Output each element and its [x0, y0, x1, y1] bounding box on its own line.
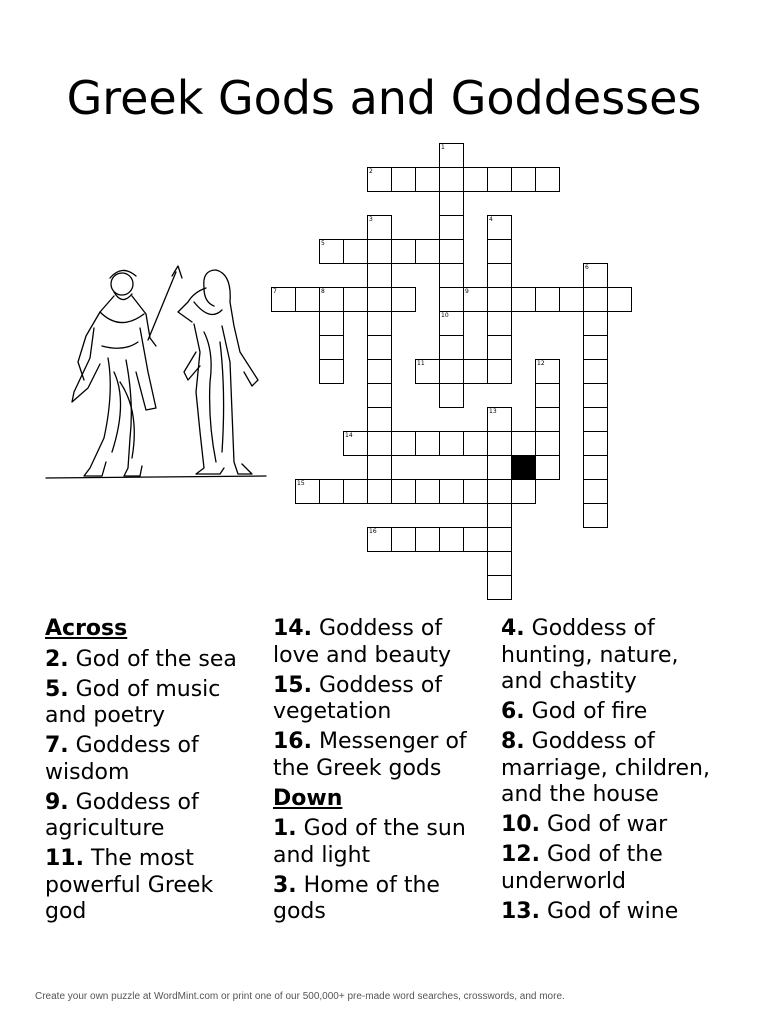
crossword-cell[interactable]	[319, 239, 344, 264]
crossword-cell[interactable]	[319, 359, 344, 384]
crossword-cell[interactable]	[367, 527, 392, 552]
crossword-cell[interactable]	[415, 527, 440, 552]
crossword-cell[interactable]	[439, 287, 464, 312]
crossword-cell[interactable]	[583, 479, 608, 504]
clues-column-1	[45, 616, 255, 929]
crossword-cell[interactable]	[487, 527, 512, 552]
crossword-cell[interactable]	[439, 335, 464, 360]
clue-down-13: 13. God of wine	[501, 898, 679, 924]
crossword-cell[interactable]	[367, 335, 392, 360]
crossword-cell[interactable]	[343, 479, 368, 504]
crossword-cell[interactable]	[295, 287, 320, 312]
crossword-cell[interactable]	[439, 359, 464, 384]
crossword-cell[interactable]	[367, 431, 392, 456]
crossword-cell[interactable]	[487, 215, 512, 240]
crossword-cell[interactable]	[511, 431, 536, 456]
clue-across-7: 7. Goddess of wisdom	[45, 733, 199, 785]
clue-across-16: 16. Messenger of the Greek gods	[273, 729, 467, 781]
clue-number: 11	[417, 360, 425, 367]
crossword-cell[interactable]	[271, 287, 296, 312]
crossword-cell[interactable]	[391, 431, 416, 456]
crossword-cell[interactable]	[487, 311, 512, 336]
crossword-cell[interactable]	[319, 287, 344, 312]
clue-number: 6	[585, 264, 589, 271]
crossword-cell[interactable]	[487, 167, 512, 192]
crossword-cell[interactable]	[487, 575, 512, 600]
clue-across-11: 11. The most powerful Greek god	[45, 846, 214, 924]
crossword-cell[interactable]	[391, 167, 416, 192]
crossword-cell[interactable]	[367, 167, 392, 192]
clue-number: 7	[273, 288, 277, 295]
crossword-cell[interactable]	[583, 335, 608, 360]
crossword-cell[interactable]	[367, 215, 392, 240]
crossword-cell[interactable]	[487, 335, 512, 360]
crossword-cell[interactable]	[415, 239, 440, 264]
crossword-cell[interactable]	[391, 239, 416, 264]
crossword-cell[interactable]	[535, 287, 560, 312]
crossword-cell[interactable]	[583, 503, 608, 528]
crossword-cell[interactable]	[535, 383, 560, 408]
puzzle-title: Greek Gods and Goddesses	[66, 71, 702, 125]
filled-black-cell	[511, 455, 536, 480]
crossword-cell[interactable]	[343, 239, 368, 264]
clue-number: 16	[369, 528, 377, 535]
clue-number: 14	[345, 432, 353, 439]
crossword-cell[interactable]	[367, 407, 392, 432]
crossword-cell[interactable]	[367, 287, 392, 312]
crossword-cell[interactable]	[319, 479, 344, 504]
crossword-cell[interactable]	[487, 479, 512, 504]
crossword-cell[interactable]	[343, 431, 368, 456]
crossword-cell[interactable]	[487, 239, 512, 264]
crossword-cell[interactable]	[415, 431, 440, 456]
crossword-cell[interactable]	[607, 287, 632, 312]
crossword-cell[interactable]	[415, 359, 440, 384]
crossword-cell[interactable]	[487, 359, 512, 384]
clue-number: 8	[321, 288, 325, 295]
clue-down-6: 6. God of fire	[501, 699, 648, 724]
clues-column-2	[273, 616, 488, 929]
clue-number: 15	[297, 480, 305, 487]
crossword-cell[interactable]	[319, 311, 344, 336]
crossword-cell[interactable]	[511, 167, 536, 192]
crossword-cell[interactable]	[319, 335, 344, 360]
down-heading: Down	[273, 785, 343, 811]
crossword-cell[interactable]	[535, 359, 560, 384]
crossword-cell[interactable]	[535, 167, 560, 192]
crossword-cell[interactable]	[343, 287, 368, 312]
crossword-cell[interactable]	[583, 287, 608, 312]
crossword-cell[interactable]	[487, 431, 512, 456]
crossword-cell[interactable]	[439, 143, 464, 168]
clue-number: 1	[441, 144, 445, 151]
clue-number: 9	[465, 288, 469, 295]
crossword-cell[interactable]	[463, 287, 488, 312]
crossword-cell[interactable]	[439, 311, 464, 336]
crossword-cell[interactable]	[367, 479, 392, 504]
crossword-cell[interactable]	[439, 479, 464, 504]
crossword-cell[interactable]	[511, 479, 536, 504]
crossword-cell[interactable]	[583, 263, 608, 288]
crossword-cell[interactable]	[439, 263, 464, 288]
crossword-cell[interactable]	[463, 527, 488, 552]
crossword-cell[interactable]	[487, 287, 512, 312]
crossword-cell[interactable]	[559, 287, 584, 312]
crossword-cell[interactable]	[367, 455, 392, 480]
crossword-cell[interactable]	[439, 383, 464, 408]
clue-down-8: 8. Goddess of marriage, children, and the house	[501, 729, 710, 807]
clue-down-4: 4. Goddess of hunting, nature, and chastity	[501, 616, 679, 694]
crossword-cell[interactable]	[367, 239, 392, 264]
crossword-cell[interactable]	[487, 455, 512, 480]
crossword-cell[interactable]	[439, 431, 464, 456]
crossword-cell[interactable]	[391, 479, 416, 504]
crossword-cell[interactable]	[463, 479, 488, 504]
clue-number: 3	[369, 216, 373, 223]
crossword-cell[interactable]	[463, 167, 488, 192]
crossword-cell[interactable]	[535, 407, 560, 432]
clue-number: 13	[489, 408, 497, 415]
crossword-cell[interactable]	[439, 167, 464, 192]
clue-down-1: 1. God of the sun and light	[273, 816, 466, 868]
crossword-cell[interactable]	[487, 503, 512, 528]
crossword-cell[interactable]	[439, 527, 464, 552]
crossword-cell[interactable]	[367, 311, 392, 336]
crossword-cell[interactable]	[583, 431, 608, 456]
across-heading: Across	[45, 616, 128, 641]
clue-number: 5	[321, 240, 325, 247]
crossword-cell[interactable]	[415, 479, 440, 504]
crossword-cell[interactable]	[439, 191, 464, 216]
crossword-cell[interactable]	[487, 551, 512, 576]
crossword-cell[interactable]	[583, 455, 608, 480]
crossword-cell[interactable]	[583, 311, 608, 336]
clue-number: 12	[537, 360, 545, 367]
crossword-cell[interactable]	[439, 215, 464, 240]
clue-number: 10	[441, 312, 449, 319]
crossword-cell[interactable]	[367, 263, 392, 288]
crossword-cell[interactable]	[535, 431, 560, 456]
clue-across-15: 15. Goddess of vegetation	[273, 672, 443, 724]
crossword-cell[interactable]	[439, 239, 464, 264]
crossword-cell[interactable]	[487, 407, 512, 432]
clue-across-5: 5. God of music and poetry	[45, 676, 221, 728]
crossword-cell[interactable]	[583, 359, 608, 384]
crossword-cell[interactable]	[583, 407, 608, 432]
crossword-cell[interactable]	[583, 383, 608, 408]
crossword-cell[interactable]	[511, 287, 536, 312]
crossword-cell[interactable]	[391, 527, 416, 552]
crossword-cell[interactable]	[367, 383, 392, 408]
crossword-cell[interactable]	[391, 287, 416, 312]
clue-number: 2	[369, 168, 373, 175]
crossword-cell[interactable]	[463, 431, 488, 456]
crossword-cell[interactable]	[487, 263, 512, 288]
clue-down-12: 12. God of the underworld	[501, 842, 663, 894]
clue-across-14: 14. Goddess of love and beauty	[273, 616, 452, 668]
crossword-cell[interactable]	[367, 359, 392, 384]
crossword-cell[interactable]	[463, 359, 488, 384]
clue-across-9: 9. Goddess of agriculture	[45, 789, 199, 841]
clue-number: 4	[489, 216, 493, 223]
clue-down-10: 10. God of war	[501, 812, 668, 837]
crossword-cell[interactable]	[535, 455, 560, 480]
clues-column-3	[501, 616, 716, 929]
crossword-cell[interactable]	[415, 167, 440, 192]
footer-note: Create your own puzzle at WordMint.com or print one of our 500,000+ pre-made word searches, crosswords, and more.	[35, 991, 565, 1002]
crossword-cell[interactable]	[295, 479, 320, 504]
clue-down-3: 3. Home of the gods	[273, 872, 440, 924]
clue-across-2: 2. God of the sea	[45, 646, 237, 672]
